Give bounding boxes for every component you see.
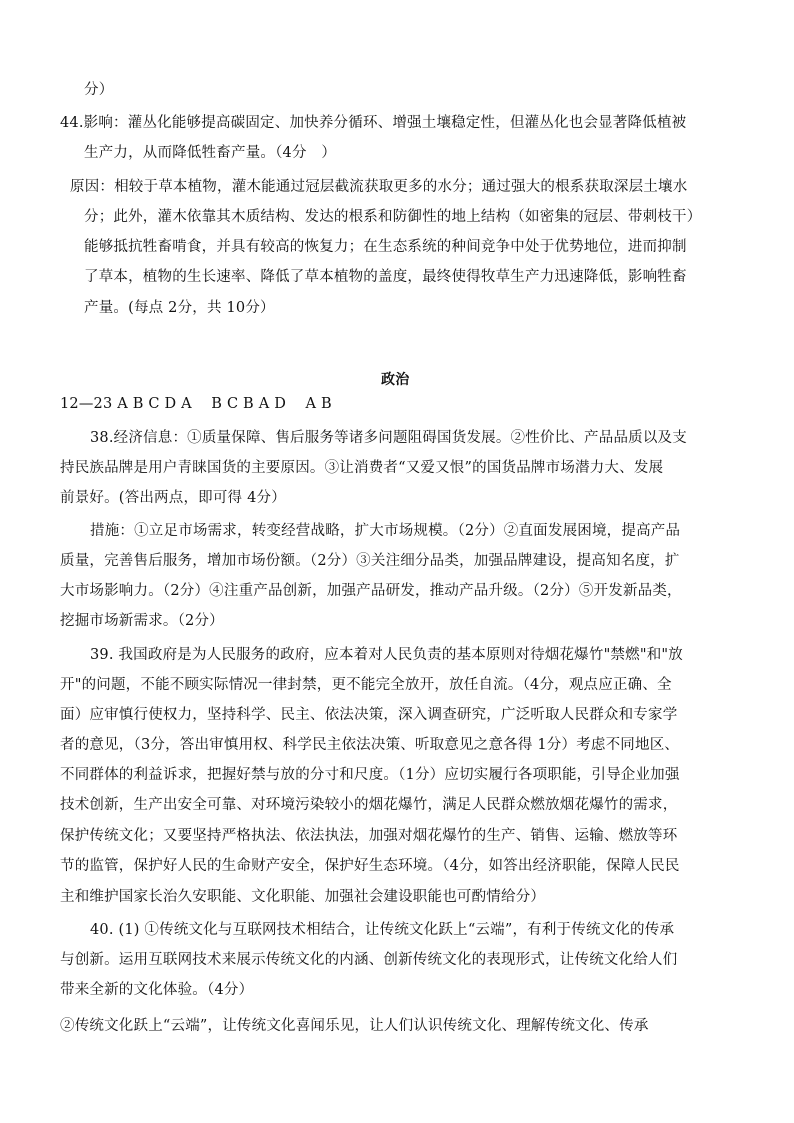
q44-reason-line-1: 原因：相较于草本植物，灌木能通过冠层截流获取更多的水分；通过强大的根系获取深层土壤水 <box>70 179 688 195</box>
section-title-politics: 政治 <box>381 372 410 388</box>
q40-line-2: 与创新。运用互联网技术来展示传统文化的内涵、创新传统文化的表现形式，让传统文化给人们 <box>60 952 678 968</box>
q39-line-8: 节的监管，保护好人民的生命财产安全，保护好生态环境。（4分，如答出经济职能，保障人民民 <box>60 858 680 874</box>
q39-line-3: 面）应审慎行使权力，坚持科学、民主、依法决策，深入调查研究，广泛听取人民群众和专家学 <box>60 707 678 723</box>
q38-info-line-1: 38.经济信息：①质量保障、售后服务等诸多问题阻碍国货发展。②性价比、产品品质以及支 <box>90 430 687 446</box>
q44-reason-line-4: 了草本，植物的生长速率、降低了草本植物的盖度，最终使得牧草生产力迅速降低，影响牲畜 <box>84 269 687 285</box>
q44-reason-line-5: 产量。(每点 2分，共 10分） <box>84 300 275 316</box>
q38-measure-line-1: 措施：①立足市场需求，转变经营战略，扩大市场规模。（2分）②直面发展困境，提高产品 <box>90 523 681 539</box>
q40-line-1: 40. (1) ①传统文化与互联网技术相结合，让传统文化跃上“云端”，有利于传统文化的传承 <box>90 922 675 938</box>
q38-measure-line-3: 大市场影响力。（2分）④注重产品创新，加强产品研发，推动产品升级。（2分）⑤开发新品类， <box>60 583 682 599</box>
q38-info-line-3: 前景好。(答出两点，即可得 4分） <box>60 490 286 506</box>
q39-line-2: 开"的问题，不能不顾实际情况一律封禁，更不能完全放开，放任自流。（4分，观点应正确、全 <box>60 677 672 693</box>
q39-line-9: 主和维护国家长治久安职能、文化职能、加强社会建设职能也可酌情给分） <box>60 889 546 905</box>
q39-line-7: 保护传统文化；又要坚持严格执法、依法执法，加强对烟花爆竹的生产、销售、运输、燃放等环 <box>60 828 678 844</box>
q38-measure-line-2: 质量，完善售后服务，增加市场份额。（2分）③关注细分品类，加强品牌建设，提高知名度，扩 <box>60 553 680 569</box>
q40-line-3: 带来全新的文化体验。（4分） <box>60 982 254 998</box>
q43-tail: 分） <box>84 82 114 98</box>
q38-measure-line-4: 挖掘市场新需求。（2分） <box>60 613 224 629</box>
q39-line-4: 者的意见，（3分，答出审慎用权、科学民主依法决策、听取意见之意各得 1分）考虑不同地区、 <box>60 737 680 753</box>
q44-impact-line-2: 生产力，从而降低牲畜产量。（4分 ） <box>84 145 337 161</box>
q39-line-5: 不同群体的利益诉求，把握好禁与放的分寸和尺度。（1分）应切实履行各项职能，引导企业加强 <box>60 767 680 783</box>
q38-info-line-2: 持民族品牌是用户青睐国货的主要原因。③让消费者“又爱又恨”的国货品牌市场潜力大、发展 <box>60 460 664 476</box>
q44-impact-line-1: 44.影响：灌丛化能够提高碳固定、加快养分循环、增强土壤稳定性，但灌丛化也会显著降低植被 <box>60 115 687 131</box>
mc-answers: 12—23 A B C D A B C B A D A B <box>60 396 332 412</box>
q40-line-4: ②传统文化跃上“云端”，让传统文化喜闻乐见，让人们认识传统文化、理解传统文化、传承 <box>60 1018 649 1034</box>
q44-reason-line-2: 分；此外，灌木依靠其木质结构、发达的根系和防御性的地上结构（如密集的冠层、带刺枝干） <box>84 209 702 225</box>
q44-reason-line-3: 能够抵抗牲畜啃食，并具有较高的恢复力；在生态系统的种间竞争中处于优势地位，进而抑制 <box>84 239 687 255</box>
q39-line-1: 39. 我国政府是为人民服务的政府，应本着对人民负责的基本原则对待烟花爆竹"禁燃"和"放 <box>90 647 683 663</box>
q39-line-6: 技术创新，生产出安全可靠、对环境污染较小的烟花爆竹，满足人民群众燃放烟花爆竹的需求， <box>60 797 678 813</box>
